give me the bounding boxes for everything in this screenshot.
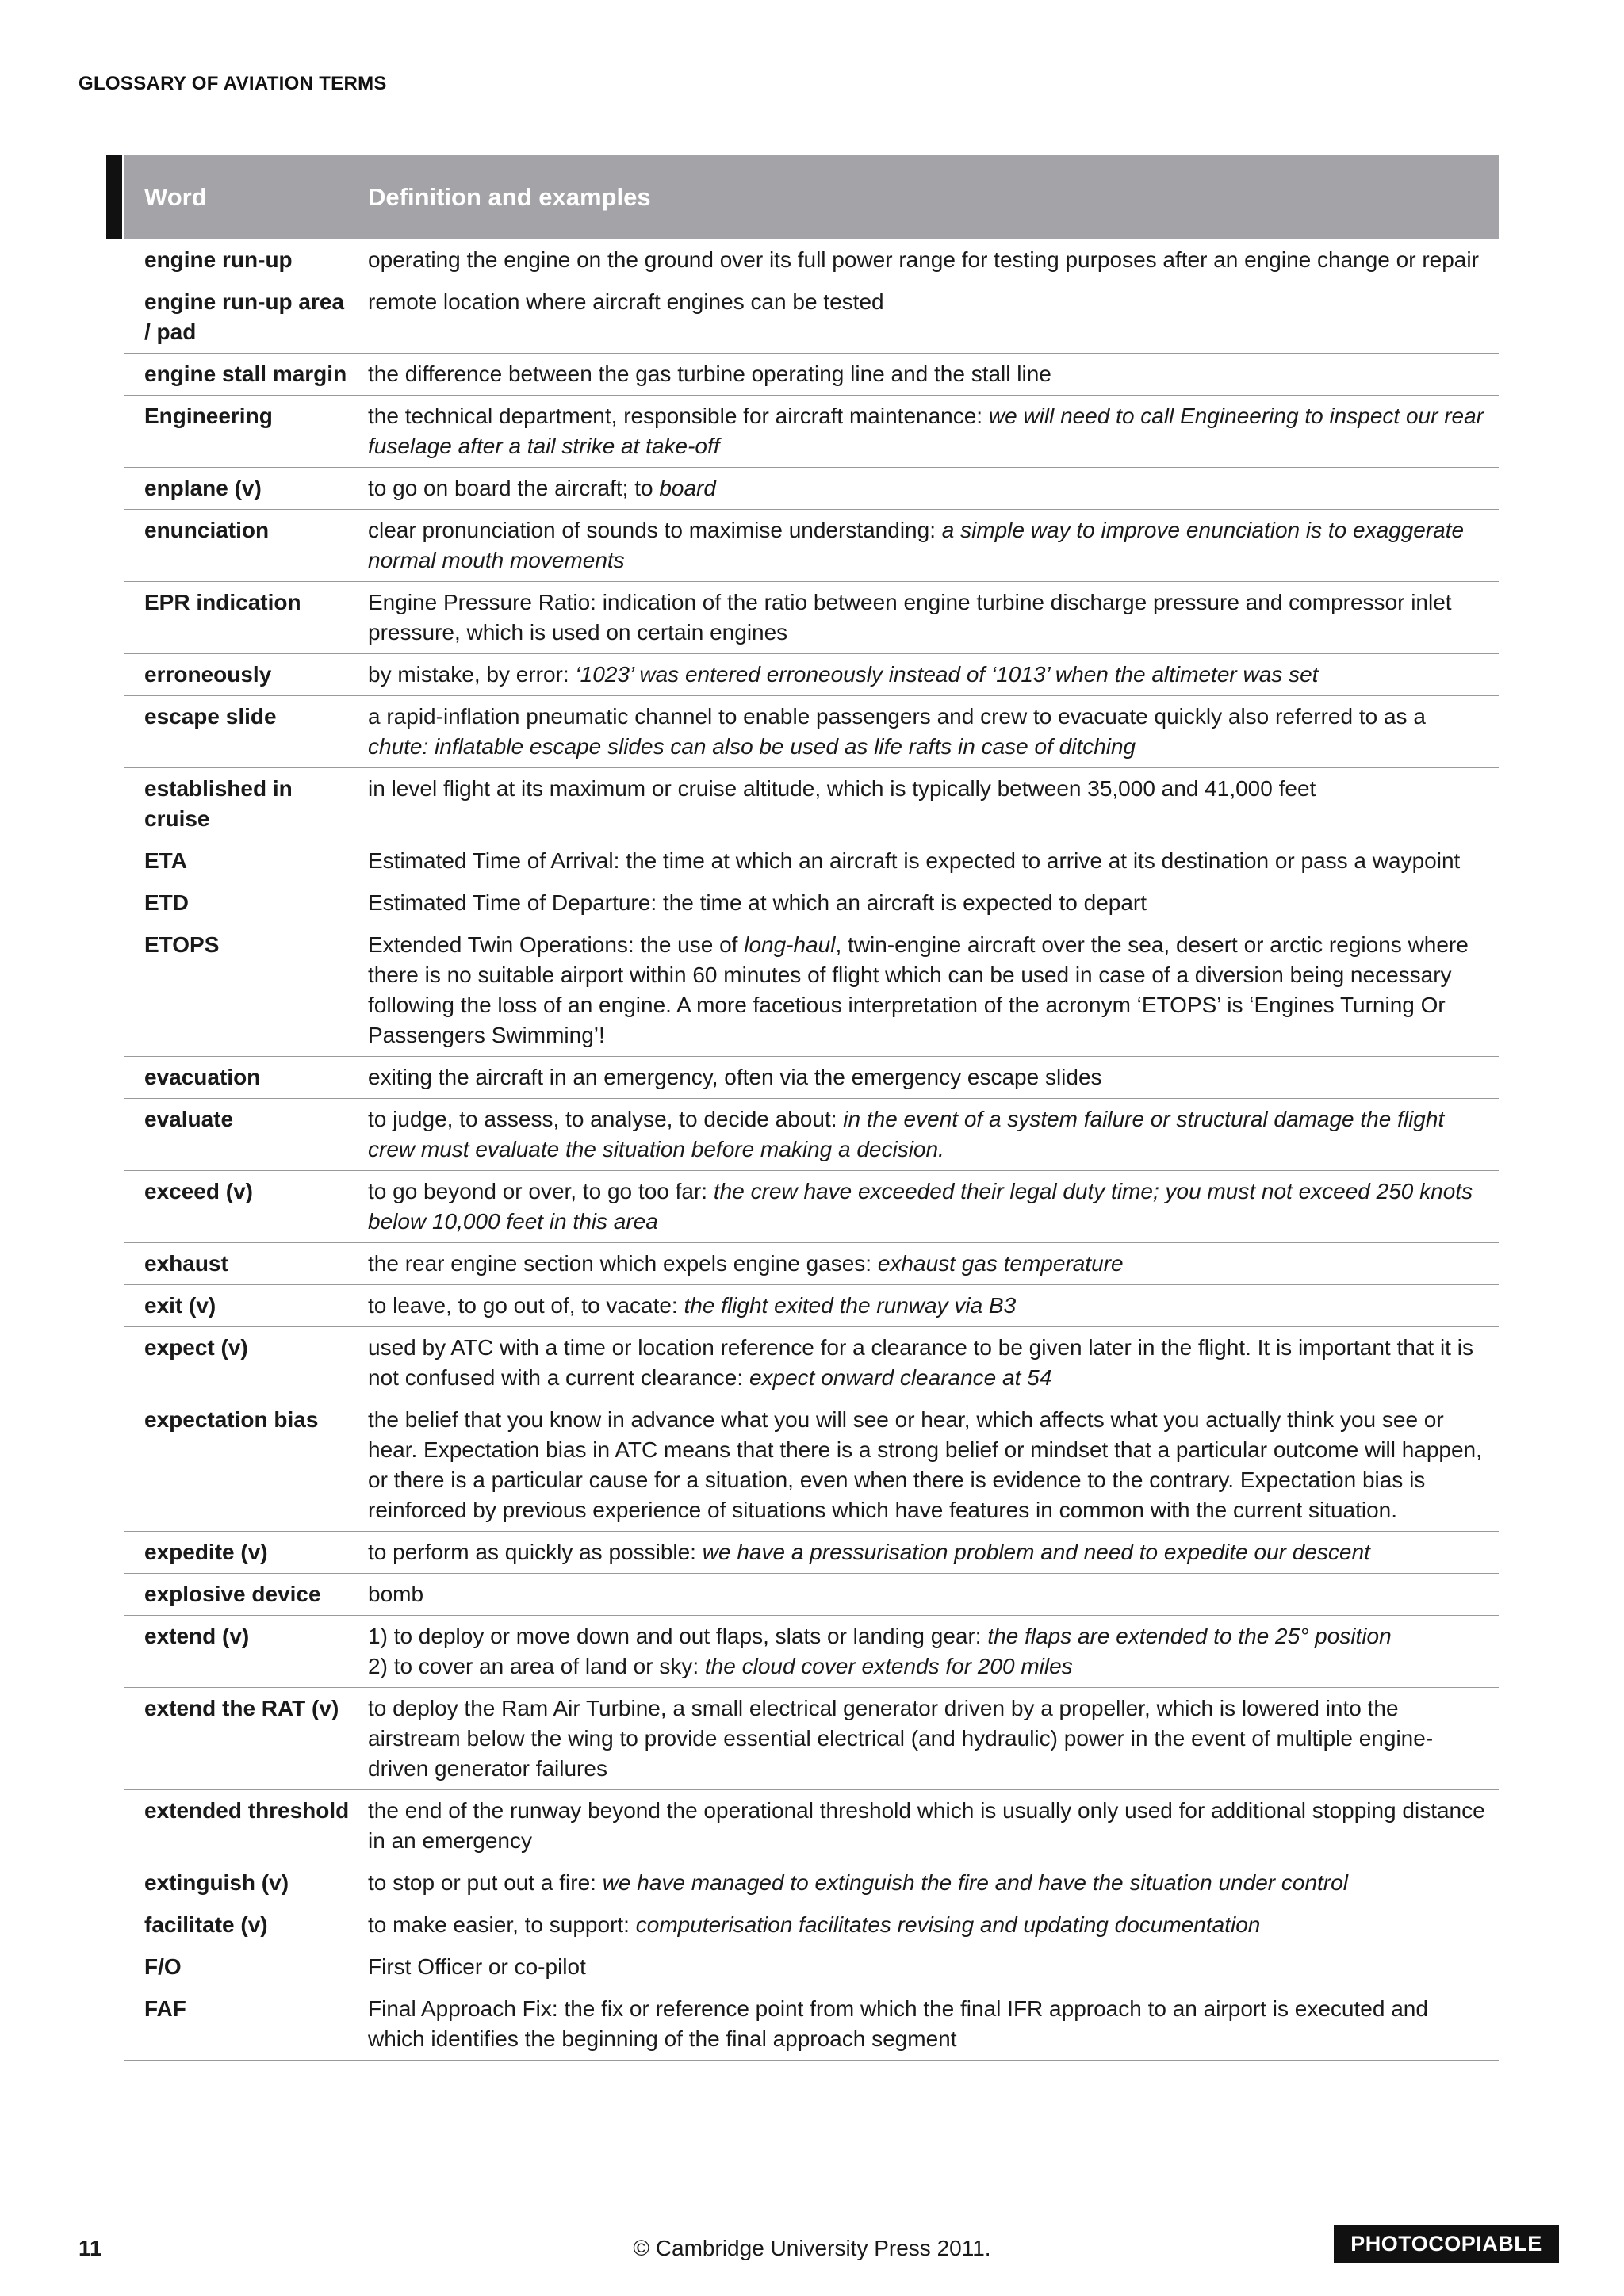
glossary-term: exit (v) xyxy=(124,1285,357,1327)
table-row xyxy=(124,468,1499,510)
glossary-term: established in cruise xyxy=(124,768,357,840)
definition-example: the crew have exceeded their legal duty time; you must not exceed 250 knots below 10,000 feet in this area xyxy=(368,1179,1473,1234)
glossary-term: evacuation xyxy=(124,1057,357,1099)
table-row xyxy=(124,1988,1499,2061)
definition-text: bomb xyxy=(368,1582,424,1606)
glossary-definition xyxy=(357,1862,1499,1904)
glossary-table-container xyxy=(109,155,1499,2061)
table-row xyxy=(124,1243,1499,1285)
glossary-definition xyxy=(357,1616,1499,1688)
glossary-definition xyxy=(357,1327,1499,1399)
definition-text: to go on board the aircraft; to xyxy=(368,476,660,500)
glossary-definition xyxy=(357,696,1499,768)
glossary-definition xyxy=(357,654,1499,696)
table-row xyxy=(124,1688,1499,1790)
table-row xyxy=(124,840,1499,882)
definition-text: clear pronunciation of sounds to maximise understanding: xyxy=(368,518,942,542)
glossary-term: enunciation xyxy=(124,510,357,582)
definition-text: to deploy the Ram Air Turbine, a small electrical generator driven by a propeller, which is lowered into the airstream below the wing to provide essential electrical (and hydraulic) power in the event of multiple engine-driven generator failures xyxy=(368,1696,1434,1781)
glossary-definition xyxy=(357,1243,1499,1285)
glossary-definition xyxy=(357,768,1499,840)
glossary-definition xyxy=(357,1285,1499,1327)
definition-text: to judge, to assess, to analyse, to decide about: xyxy=(368,1107,844,1131)
column-header-word: Word xyxy=(124,155,357,239)
definition-text: the belief that you know in advance what you will see or hear, which affects what you actually think you see or hear. Expectation bias in ATC means that there is a strong belief or mindset that a particular outcome will happen, or there is a particular cause for a situation, even when there is evidence to the contrary. Expectation bias is reinforced by previous experience of situations which have features in common with the current situation. xyxy=(368,1407,1482,1522)
glossary-table-body xyxy=(124,239,1499,2061)
table-row xyxy=(124,1904,1499,1946)
glossary-definition xyxy=(357,582,1499,654)
glossary-definition xyxy=(357,468,1499,510)
table-row xyxy=(124,582,1499,654)
definition-example: computerisation facilitates revising and updating documentation xyxy=(635,1912,1261,1937)
glossary-term: EPR indication xyxy=(124,582,357,654)
glossary-definition xyxy=(357,281,1499,354)
table-row xyxy=(124,696,1499,768)
definition-example: chute: inflatable escape slides can also be used as life rafts in case of ditching xyxy=(368,734,1136,759)
table-row xyxy=(124,924,1499,1057)
glossary-definition xyxy=(357,396,1499,468)
glossary-definition xyxy=(357,354,1499,396)
glossary-term: explosive device xyxy=(124,1574,357,1616)
glossary-term: ETA xyxy=(124,840,357,882)
table-row xyxy=(124,510,1499,582)
glossary-term: enplane (v) xyxy=(124,468,357,510)
definition-text: the technical department, responsible for aircraft maintenance: xyxy=(368,404,989,428)
definition-example: exhaust gas temperature xyxy=(877,1251,1124,1276)
definition-example: the cloud cover extends for 200 miles xyxy=(704,1654,1073,1678)
definition-text: Estimated Time of Departure: the time at which an aircraft is expected to depart xyxy=(368,890,1147,915)
definition-example: in the event of a system failure or structural damage the flight crew must evaluate the situation before making a decision. xyxy=(368,1107,1445,1161)
definition-text: used by ATC with a time or location reference for a clearance to be given later in the flight. It is important that it is not confused with a current clearance: xyxy=(368,1335,1473,1390)
glossary-term: facilitate (v) xyxy=(124,1904,357,1946)
definition-text: the rear engine section which expels engine gases: xyxy=(368,1251,878,1276)
definition-example: we have a pressurisation problem and need to expedite our descent xyxy=(702,1540,1370,1564)
glossary-term: ETD xyxy=(124,882,357,924)
glossary-term: extend (v) xyxy=(124,1616,357,1688)
definition-text: in level flight at its maximum or cruise altitude, which is typically between 35,000 and 41,000 feet xyxy=(368,776,1316,801)
glossary-term: expect (v) xyxy=(124,1327,357,1399)
definition-text: Estimated Time of Arrival: the time at which an aircraft is expected to arrive at its destination or pass a waypoint xyxy=(368,848,1461,873)
definition-example: long-haul xyxy=(744,932,836,957)
column-header-definition: Definition and examples xyxy=(357,155,1499,239)
header-accent-bar xyxy=(106,155,122,239)
glossary-term: extend the RAT (v) xyxy=(124,1688,357,1790)
glossary-definition xyxy=(357,1946,1499,1988)
glossary-definition xyxy=(357,1688,1499,1790)
glossary-term: expectation bias xyxy=(124,1399,357,1532)
page-number: 11 xyxy=(79,2236,102,2260)
glossary-term: erroneously xyxy=(124,654,357,696)
definition-example: board xyxy=(659,476,716,500)
definition-text: to make easier, to support: xyxy=(368,1912,636,1937)
glossary-term: engine stall margin xyxy=(124,354,357,396)
table-row xyxy=(124,1790,1499,1862)
glossary-term: F/O xyxy=(124,1946,357,1988)
table-row xyxy=(124,1327,1499,1399)
glossary-term: expedite (v) xyxy=(124,1532,357,1574)
definition-text: to stop or put out a fire: xyxy=(368,1870,603,1895)
definition-example: we will need to call Engineering to inspect our rear fuselage after a tail strike at take-off xyxy=(368,404,1484,458)
table-row xyxy=(124,882,1499,924)
glossary-term: extinguish (v) xyxy=(124,1862,357,1904)
definition-text: remote location where aircraft engines can be tested xyxy=(368,289,884,314)
table-row xyxy=(124,1399,1499,1532)
glossary-definition xyxy=(357,1574,1499,1616)
table-header-row xyxy=(124,155,1499,239)
definition-text: the end of the runway beyond the operational threshold which is usually only used for additional stopping distance in an emergency xyxy=(368,1798,1485,1853)
glossary-table xyxy=(124,155,1499,2061)
table-row xyxy=(124,396,1499,468)
definition-text: exiting the aircraft in an emergency, often via the emergency escape slides xyxy=(368,1065,1102,1089)
table-row xyxy=(124,1057,1499,1099)
table-row xyxy=(124,239,1499,281)
glossary-term: Engineering xyxy=(124,396,357,468)
glossary-definition xyxy=(357,1988,1499,2061)
glossary-definition xyxy=(357,1904,1499,1946)
table-row xyxy=(124,1616,1499,1688)
glossary-definition xyxy=(357,1532,1499,1574)
definition-text: a rapid-inflation pneumatic channel to enable passengers and crew to evacuate quickly also referred to as a xyxy=(368,704,1426,729)
definition-text: the difference between the gas turbine operating line and the stall line xyxy=(368,362,1051,386)
glossary-term: exhaust xyxy=(124,1243,357,1285)
definition-example: a simple way to improve enunciation is to exaggerate normal mouth movements xyxy=(368,518,1465,572)
photocopiable-badge: PHOTOCOPIABLE xyxy=(1334,2225,1559,2263)
glossary-term: evaluate xyxy=(124,1099,357,1171)
table-row xyxy=(124,354,1499,396)
definition-example: we have managed to extinguish the fire and have the situation under control xyxy=(602,1870,1348,1895)
glossary-term: ETOPS xyxy=(124,924,357,1057)
glossary-term: engine run-up xyxy=(124,239,357,281)
glossary-definition xyxy=(357,882,1499,924)
glossary-term: escape slide xyxy=(124,696,357,768)
definition-example: expect onward clearance at 54 xyxy=(749,1365,1052,1390)
definition-example: the flight exited the runway via B3 xyxy=(684,1293,1017,1318)
table-row xyxy=(124,654,1499,696)
glossary-term: FAF xyxy=(124,1988,357,2061)
definition-text: 1) to deploy or move down and out flaps, slats or landing gear: xyxy=(368,1624,988,1648)
glossary-definition xyxy=(357,1171,1499,1243)
glossary-definition xyxy=(357,1099,1499,1171)
definition-example: ‘1023’ was entered erroneously instead of ‘1013’ when the altimeter was set xyxy=(575,662,1319,687)
definition-text: to perform as quickly as possible: xyxy=(368,1540,703,1564)
definition-text: Engine Pressure Ratio: indication of the ratio between engine turbine discharge pressure and compressor inlet pressure, which is used on certain engines xyxy=(368,590,1452,645)
definition-text: operating the engine on the ground over its full power range for testing purposes after an engine change or repair xyxy=(368,247,1479,272)
glossary-term: engine run-up area / pad xyxy=(124,281,357,354)
table-row xyxy=(124,1285,1499,1327)
glossary-definition xyxy=(357,239,1499,281)
definition-text: to leave, to go out of, to vacate: xyxy=(368,1293,684,1318)
glossary-definition xyxy=(357,840,1499,882)
glossary-definition xyxy=(357,1399,1499,1532)
definition-text: Final Approach Fix: the fix or reference point from which the final IFR approach to an airport is executed and which identifies the beginning of the final approach segment xyxy=(368,1996,1428,2051)
table-row xyxy=(124,1099,1499,1171)
glossary-definition xyxy=(357,510,1499,582)
glossary-definition xyxy=(357,1057,1499,1099)
table-row xyxy=(124,1532,1499,1574)
definition-text: Extended Twin Operations: the use of xyxy=(368,932,745,957)
table-row xyxy=(124,768,1499,840)
page-title: GLOSSARY OF AVIATION TERMS xyxy=(79,73,387,94)
table-row xyxy=(124,1574,1499,1616)
definition-text: First Officer or co-pilot xyxy=(368,1954,586,1979)
glossary-term: extended threshold xyxy=(124,1790,357,1862)
glossary-definition xyxy=(357,1790,1499,1862)
copyright-notice: © Cambridge University Press 2011. xyxy=(633,2236,991,2260)
definition-text: to go beyond or over, to go too far: xyxy=(368,1179,714,1203)
definition-example: the flaps are extended to the 25° position xyxy=(987,1624,1392,1648)
glossary-definition xyxy=(357,924,1499,1057)
table-row xyxy=(124,1171,1499,1243)
definition-text: by mistake, by error: xyxy=(368,662,576,687)
table-row xyxy=(124,1946,1499,1988)
definition-text: , twin-engine aircraft over the sea, desert or arctic regions where there is no suitable airport within 60 minutes of flight which can be used in case of a diversion being necessary following the loss of an engine. A more facetious interpretation of the acronym ‘ETOPS’ is ‘Engines Turning Or Passengers Swimming’! xyxy=(368,932,1469,1047)
glossary-term: exceed (v) xyxy=(124,1171,357,1243)
table-row xyxy=(124,1862,1499,1904)
definition-text: 2) to cover an area of land or sky: xyxy=(368,1654,705,1678)
table-row xyxy=(124,281,1499,354)
